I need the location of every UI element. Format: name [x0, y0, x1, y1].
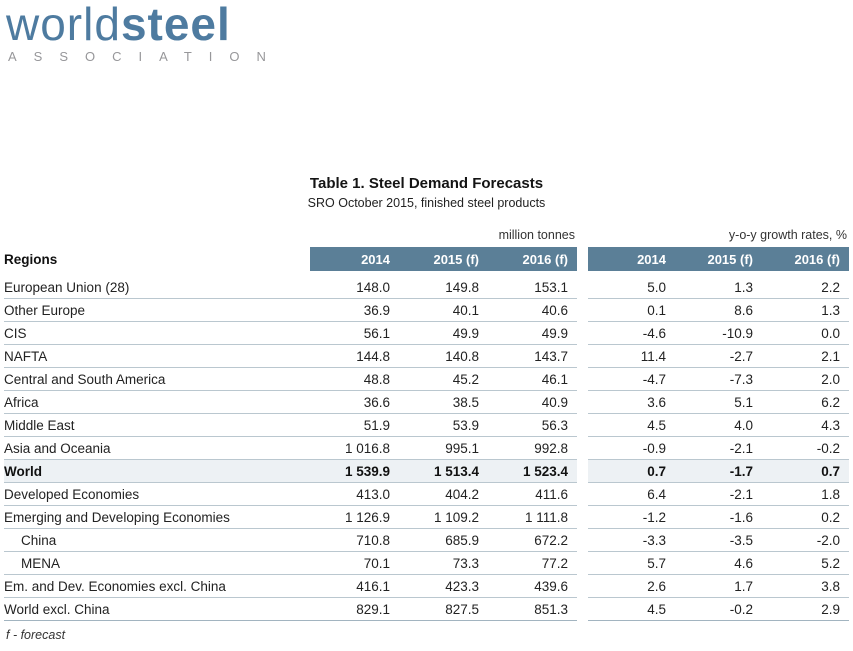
- table-row: [4, 529, 849, 552]
- table-row: [4, 437, 849, 460]
- column-gap: [577, 247, 588, 271]
- region-cell: China: [4, 529, 310, 552]
- growth-2016f-cell: 5.2: [762, 552, 849, 575]
- tonnes-2016f-cell: 56.3: [488, 414, 577, 437]
- tonnes-2016f-cell: 49.9: [488, 322, 577, 345]
- growth-2016f-cell: 2.9: [762, 598, 849, 621]
- growth-2015f-header: 2015 (f): [675, 247, 762, 271]
- growth-2015f-cell: 8.6: [675, 299, 762, 322]
- tonnes-2016f-header: 2016 (f): [488, 247, 577, 271]
- growth-2015f-cell: -1.7: [675, 460, 762, 483]
- tonnes-2014-cell: 1 016.8: [310, 437, 399, 460]
- growth-2016f-cell: 2.2: [762, 276, 849, 299]
- tonnes-2015f-cell: 40.1: [399, 299, 488, 322]
- forecast-footnote: f - forecast: [6, 628, 66, 642]
- growth-2014-cell: 0.7: [588, 460, 675, 483]
- tonnes-2014-header: 2014: [310, 247, 399, 271]
- growth-2014-cell: 4.5: [588, 414, 675, 437]
- growth-2016f-cell: -0.2: [762, 437, 849, 460]
- group-label-spacer: [4, 228, 310, 247]
- growth-2016f-cell: -2.0: [762, 529, 849, 552]
- growth-2016f-cell: 6.2: [762, 391, 849, 414]
- tonnes-2016f-cell: 153.1: [488, 276, 577, 299]
- growth-2016f-cell: 2.0: [762, 368, 849, 391]
- growth-2014-cell: -3.3: [588, 529, 675, 552]
- growth-2016f-cell: 0.7: [762, 460, 849, 483]
- growth-2016f-cell: 1.3: [762, 299, 849, 322]
- growth-2015f-cell: 5.1: [675, 391, 762, 414]
- tonnes-2016f-cell: 46.1: [488, 368, 577, 391]
- tonnes-2016f-cell: 992.8: [488, 437, 577, 460]
- growth-2015f-cell: -7.3: [675, 368, 762, 391]
- tonnes-2015f-cell: 685.9: [399, 529, 488, 552]
- region-cell: NAFTA: [4, 345, 310, 368]
- tonnes-2015f-cell: 827.5: [399, 598, 488, 621]
- table-row: [4, 276, 849, 299]
- growth-2014-cell: 5.7: [588, 552, 675, 575]
- growth-2015f-cell: 1.3: [675, 276, 762, 299]
- tonnes-2016f-cell: 40.9: [488, 391, 577, 414]
- region-cell: Central and South America: [4, 368, 310, 391]
- column-gap: [577, 575, 588, 598]
- table-row: [4, 391, 849, 414]
- logo-association-text: ASSOCIATION: [8, 49, 283, 65]
- tonnes-2014-cell: 1 126.9: [310, 506, 399, 529]
- table-row: [4, 598, 849, 621]
- growth-2015f-cell: -1.6: [675, 506, 762, 529]
- tonnes-2015f-cell: 73.3: [399, 552, 488, 575]
- column-gap: [577, 437, 588, 460]
- table-row: [4, 345, 849, 368]
- region-cell: Developed Economies: [4, 483, 310, 506]
- growth-2015f-cell: -3.5: [675, 529, 762, 552]
- tonnes-2016f-cell: 40.6: [488, 299, 577, 322]
- region-cell: European Union (28): [4, 276, 310, 299]
- growth-2014-cell: 5.0: [588, 276, 675, 299]
- tonnes-2016f-cell: 1 523.4: [488, 460, 577, 483]
- tonnes-2014-cell: 710.8: [310, 529, 399, 552]
- column-gap: [577, 598, 588, 621]
- column-gap: [577, 552, 588, 575]
- column-gap: [577, 368, 588, 391]
- region-cell: CIS: [4, 322, 310, 345]
- tonnes-2014-cell: 416.1: [310, 575, 399, 598]
- growth-2014-cell: 3.6: [588, 391, 675, 414]
- tonnes-2015f-cell: 1 109.2: [399, 506, 488, 529]
- growth-2016f-cell: 2.1: [762, 345, 849, 368]
- growth-2015f-cell: -2.1: [675, 483, 762, 506]
- column-gap: [577, 414, 588, 437]
- table-row: [4, 552, 849, 575]
- column-gap: [577, 276, 588, 299]
- tonnes-2015f-cell: 423.3: [399, 575, 488, 598]
- column-gap: [577, 391, 588, 414]
- tonnes-2015f-cell: 45.2: [399, 368, 488, 391]
- tonnes-2014-cell: 56.1: [310, 322, 399, 345]
- tonnes-2016f-cell: 411.6: [488, 483, 577, 506]
- tonnes-2014-cell: 829.1: [310, 598, 399, 621]
- region-cell: Africa: [4, 391, 310, 414]
- column-gap: [577, 228, 588, 247]
- table-row: [4, 414, 849, 437]
- tonnes-2015f-cell: 49.9: [399, 322, 488, 345]
- tonnes-2014-cell: 148.0: [310, 276, 399, 299]
- growth-2014-cell: -4.6: [588, 322, 675, 345]
- growth-2015f-cell: 4.0: [675, 414, 762, 437]
- tonnes-2016f-cell: 439.6: [488, 575, 577, 598]
- region-cell: Emerging and Developing Economies: [4, 506, 310, 529]
- growth-2016f-cell: 1.8: [762, 483, 849, 506]
- growth-2015f-cell: -2.1: [675, 437, 762, 460]
- table-row: [4, 460, 849, 483]
- tonnes-2014-cell: 70.1: [310, 552, 399, 575]
- growth-2015f-cell: -10.9: [675, 322, 762, 345]
- tonnes-2016f-cell: 672.2: [488, 529, 577, 552]
- logo-word-world: world: [6, 0, 121, 50]
- logo-word-steel: steel: [120, 0, 231, 50]
- tonnes-2014-cell: 413.0: [310, 483, 399, 506]
- tonnes-2014-cell: 48.8: [310, 368, 399, 391]
- column-gap: [577, 322, 588, 345]
- table-row: [4, 299, 849, 322]
- growth-2014-cell: 6.4: [588, 483, 675, 506]
- growth-2016f-cell: 0.2: [762, 506, 849, 529]
- table-row: [4, 483, 849, 506]
- growth-2016f-cell: 3.8: [762, 575, 849, 598]
- tonnes-2015f-cell: 404.2: [399, 483, 488, 506]
- tonnes-2014-cell: 36.6: [310, 391, 399, 414]
- tonnes-2014-cell: 36.9: [310, 299, 399, 322]
- steel-demand-table: [4, 228, 849, 621]
- tonnes-2015f-cell: 1 513.4: [399, 460, 488, 483]
- growth-2014-cell: 4.5: [588, 598, 675, 621]
- tonnes-2016f-cell: 1 111.8: [488, 506, 577, 529]
- table-row: [4, 368, 849, 391]
- column-gap: [577, 460, 588, 483]
- table-row: [4, 322, 849, 345]
- growth-2016f-header: 2016 (f): [762, 247, 849, 271]
- tonnes-2015f-cell: 53.9: [399, 414, 488, 437]
- region-cell: MENA: [4, 552, 310, 575]
- million-tonnes-label: million tonnes: [498, 228, 575, 242]
- growth-2014-cell: -4.7: [588, 368, 675, 391]
- region-cell: Middle East: [4, 414, 310, 437]
- region-cell: World excl. China: [4, 598, 310, 621]
- logo-wordmark: [6, 0, 283, 48]
- growth-2015f-cell: 1.7: [675, 575, 762, 598]
- growth-2016f-cell: 4.3: [762, 414, 849, 437]
- column-gap: [577, 345, 588, 368]
- table-title: Table 1. Steel Demand Forecasts: [309, 175, 544, 192]
- column-gap: [577, 529, 588, 552]
- tonnes-2016f-cell: 77.2: [488, 552, 577, 575]
- region-cell: Asia and Oceania: [4, 437, 310, 460]
- column-gap: [577, 299, 588, 322]
- region-cell: Em. and Dev. Economies excl. China: [4, 575, 310, 598]
- table-row: [4, 575, 849, 598]
- growth-2015f-cell: -2.7: [675, 345, 762, 368]
- growth-2016f-cell: 0.0: [762, 322, 849, 345]
- growth-2014-cell: -0.9: [588, 437, 675, 460]
- regions-column-header: Regions: [4, 251, 58, 267]
- region-cell: Other Europe: [4, 299, 310, 322]
- table-rows: [4, 276, 849, 621]
- tonnes-2015f-cell: 140.8: [399, 345, 488, 368]
- growth-2014-cell: -1.2: [588, 506, 675, 529]
- growth-2014-cell: 11.4: [588, 345, 675, 368]
- column-group-labels: [4, 228, 849, 247]
- tonnes-2015f-cell: 149.8: [399, 276, 488, 299]
- growth-rates-label: y-o-y growth rates, %: [728, 228, 847, 242]
- table-subtitle: SRO October 2015, finished steel products: [307, 196, 546, 210]
- tonnes-2014-cell: 1 539.9: [310, 460, 399, 483]
- column-gap: [577, 506, 588, 529]
- table-row: [4, 506, 849, 529]
- growth-2015f-cell: -0.2: [675, 598, 762, 621]
- tonnes-2014-cell: 144.8: [310, 345, 399, 368]
- tonnes-2016f-cell: 143.7: [488, 345, 577, 368]
- growth-2014-cell: 0.1: [588, 299, 675, 322]
- tonnes-2015f-cell: 995.1: [399, 437, 488, 460]
- worldsteel-logo: [6, 0, 283, 64]
- tonnes-2016f-cell: 851.3: [488, 598, 577, 621]
- growth-2014-header: 2014: [588, 247, 675, 271]
- region-cell: World: [4, 460, 310, 483]
- table-header-row: [4, 247, 849, 271]
- tonnes-2014-cell: 51.9: [310, 414, 399, 437]
- growth-2014-cell: 2.6: [588, 575, 675, 598]
- tonnes-2015f-header: 2015 (f): [399, 247, 488, 271]
- tonnes-2015f-cell: 38.5: [399, 391, 488, 414]
- column-gap: [577, 483, 588, 506]
- growth-2015f-cell: 4.6: [675, 552, 762, 575]
